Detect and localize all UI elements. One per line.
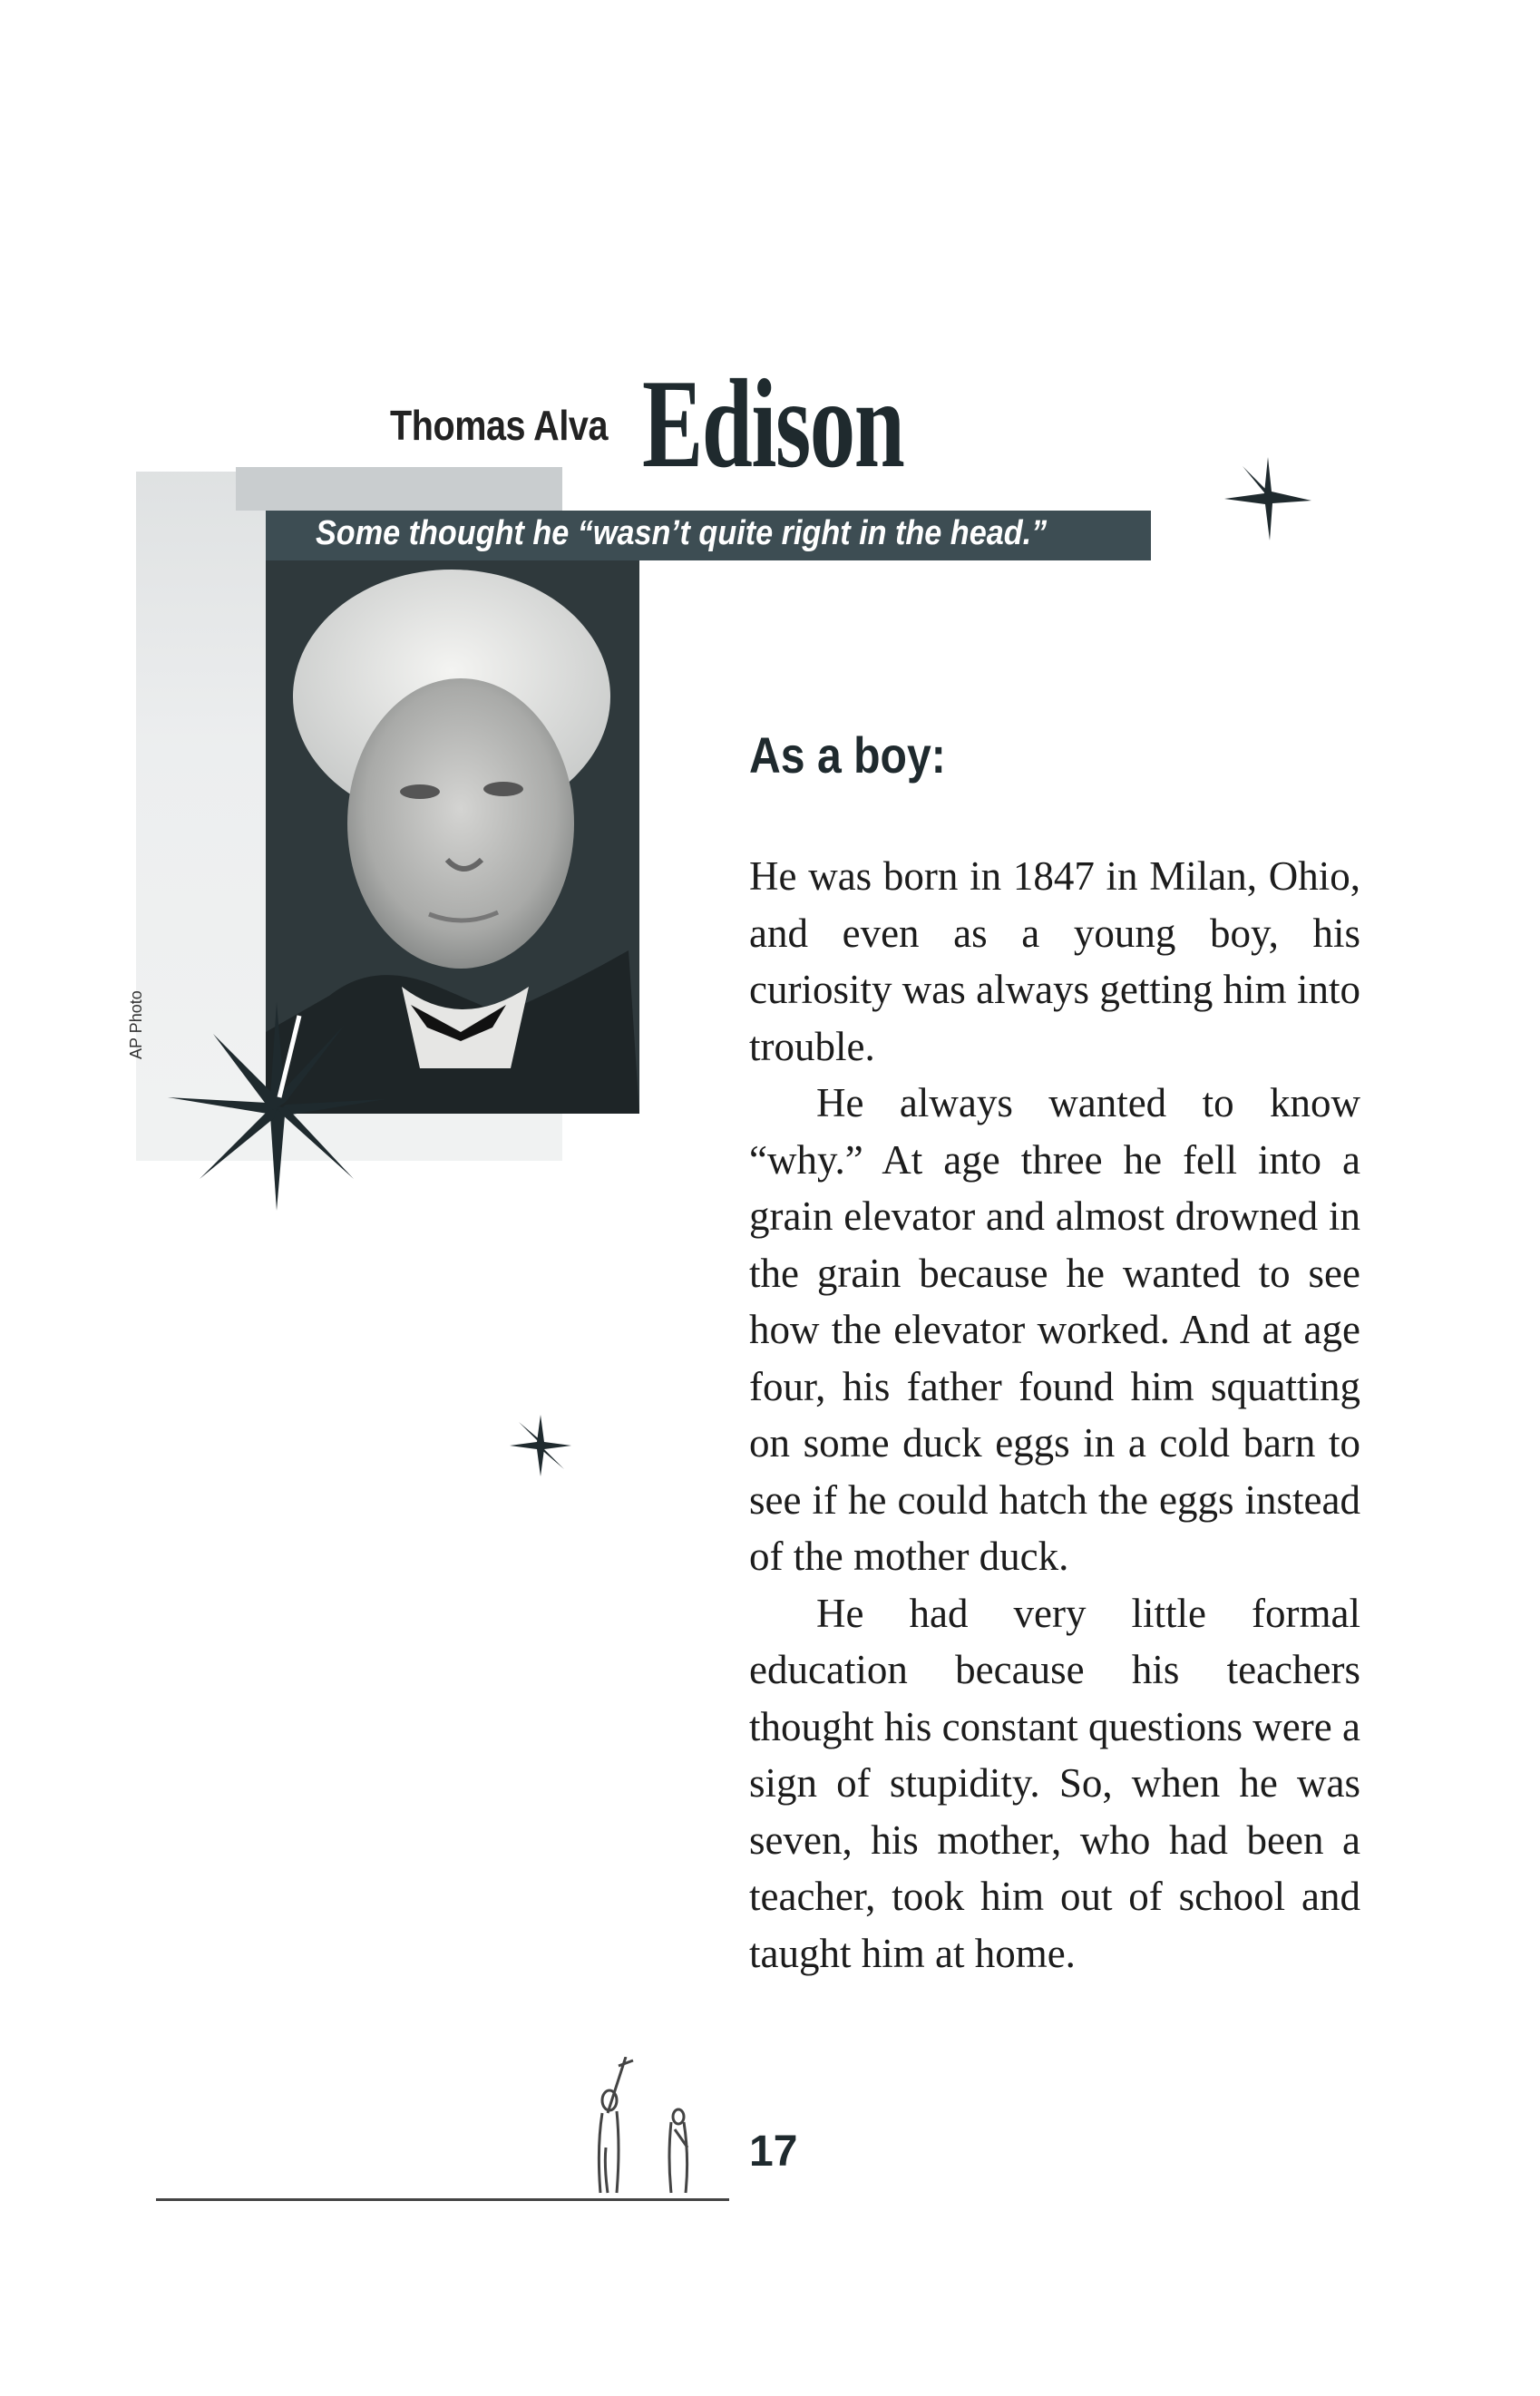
paragraph: He always wanted to know “why.” At age three he fell into a grain elevator and almost drowned in the grain because he wanted to see how the elevator worked. And at age four, his father found him squatting on some duck eggs in a cold barn to see if he could hatch the eggs instead of the mother duck.: [749, 1080, 1360, 1579]
section-heading: As a boy:: [749, 726, 946, 784]
two-figures-icon: [580, 2057, 726, 2202]
star-small-top-icon: [1221, 453, 1315, 544]
title-first-names: Thomas Alva: [390, 402, 609, 449]
background-photo-strip: [236, 467, 562, 511]
star-small-middle-icon: [508, 1413, 573, 1478]
tagline-text: Some thought he “wasn’t quite right in the head.”: [316, 514, 1048, 552]
photo-credit: AP Photo: [127, 990, 145, 1059]
title-surname: Edison: [642, 354, 904, 494]
paragraph: He had very little formal education because his teachers thought his constant questions were a sign of stupidity. So, when he was seven, his mother, who had been a teacher, took him out of school and taught him at home.: [749, 1590, 1360, 1976]
body-text: [749, 848, 1360, 1982]
paragraph: He was born in 1847 in Milan, Ohio, and even as a young boy, his curiosity was always getting him into trouble.: [749, 853, 1360, 1069]
footer-rule: [156, 2198, 729, 2201]
star-large-icon: [163, 998, 390, 1215]
page-number: 17: [749, 2128, 798, 2176]
